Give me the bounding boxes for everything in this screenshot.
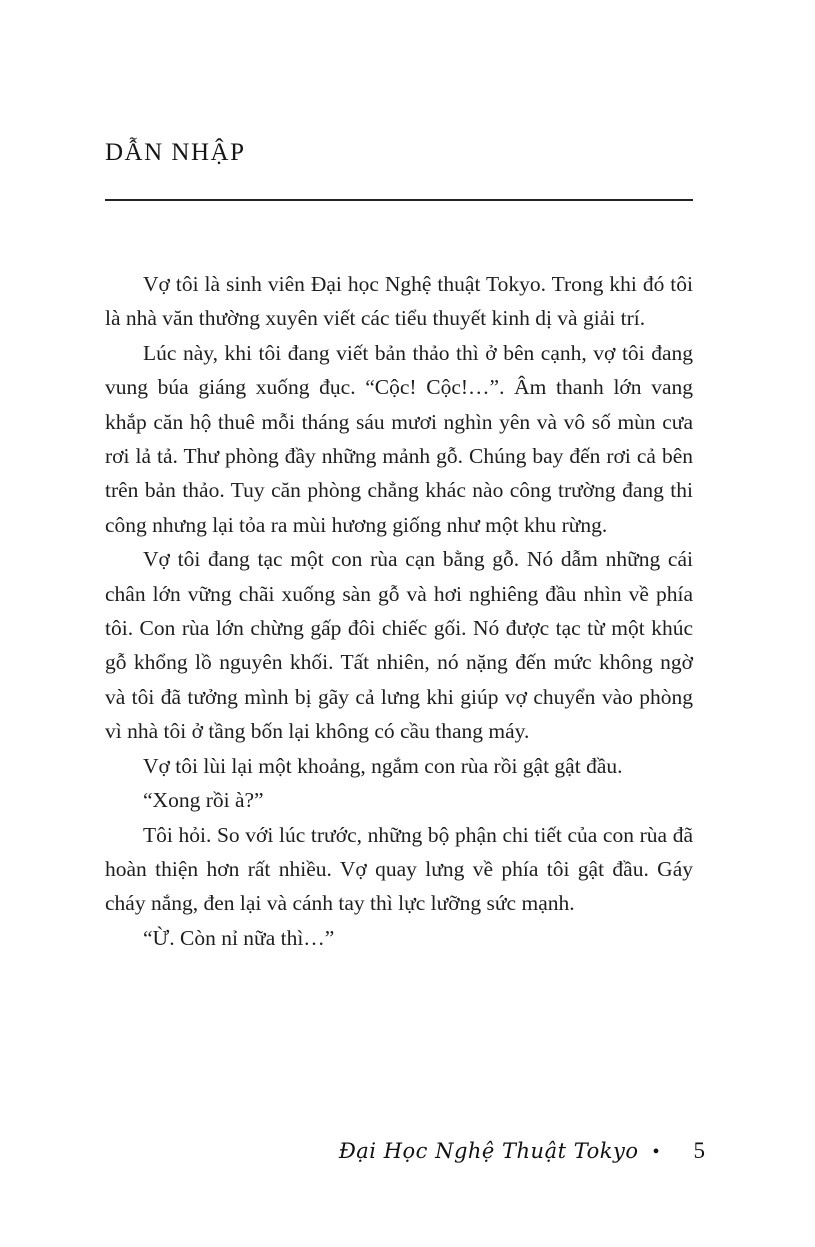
paragraph: “Ừ. Còn nỉ nữa thì…” [143, 925, 335, 950]
chapter-heading: DẪN NHẬP [105, 139, 246, 166]
paragraph: Tôi hỏi. So với lúc trước, những bộ phận chi tiết của con rùa đã hoàn thiện hơn rất nhiều. Vợ quay lưng về phía tôi gật đầu. Gáy cháy nắng, đen lại và cánh tay thì lực lưỡng sức mạnh. [105, 822, 693, 916]
running-title: Đại Học Nghệ Thuật Tokyo [338, 1139, 639, 1163]
heading-rule [105, 199, 693, 201]
paragraph: “Xong rồi à?” [143, 788, 264, 813]
page-number: 5 [693, 1138, 705, 1163]
page-footer [105, 1138, 705, 1164]
text-block [105, 0, 693, 955]
paragraph: Vợ tôi đang tạc một con rùa cạn bằng gỗ. Nó dẫm những cái chân lớn vững chãi xuống sàn gỗ và hơi nghiêng đầu nhìn về phía tôi. Con rùa lớn chừng gấp đôi chiếc gối. Nó được tạc từ một khúc gỗ khổng lồ nguyên khối. Tất nhiên, nó nặng đến mức không ngờ và tôi đã tưởng mình bị gãy cả lưng khi giúp vợ chuyển vào phòng vì nhà tôi ở tầng bốn lại không có cầu thang máy. [105, 547, 693, 744]
body-text [105, 267, 693, 955]
separator-bullet: • [652, 1141, 660, 1163]
paragraph: Vợ tôi là sinh viên Đại học Nghệ thuật Tokyo. Trong khi đó tôi là nhà văn thường xuyên viết các tiểu thuyết kinh dị và giải trí. [105, 272, 693, 331]
paragraph: Lúc này, khi tôi đang viết bản thảo thì ở bên cạnh, vợ tôi đang vung búa giáng xuống đục. “Cộc! Cộc!…”. Âm thanh lớn vang khắp căn hộ thuê mỗi tháng sáu mươi nghìn yên và vô số mùn cưa rơi lả tả. Thư phòng đầy những mảnh gỗ. Chúng bay đến rơi cả bên trên bản thảo. Tuy căn phòng chẳng khác nào công trường đang thi công nhưng lại tỏa ra mùi hương giống như một khu rừng. [105, 340, 693, 537]
paragraph: Vợ tôi lùi lại một khoảng, ngắm con rùa rồi gật gật đầu. [143, 753, 623, 778]
